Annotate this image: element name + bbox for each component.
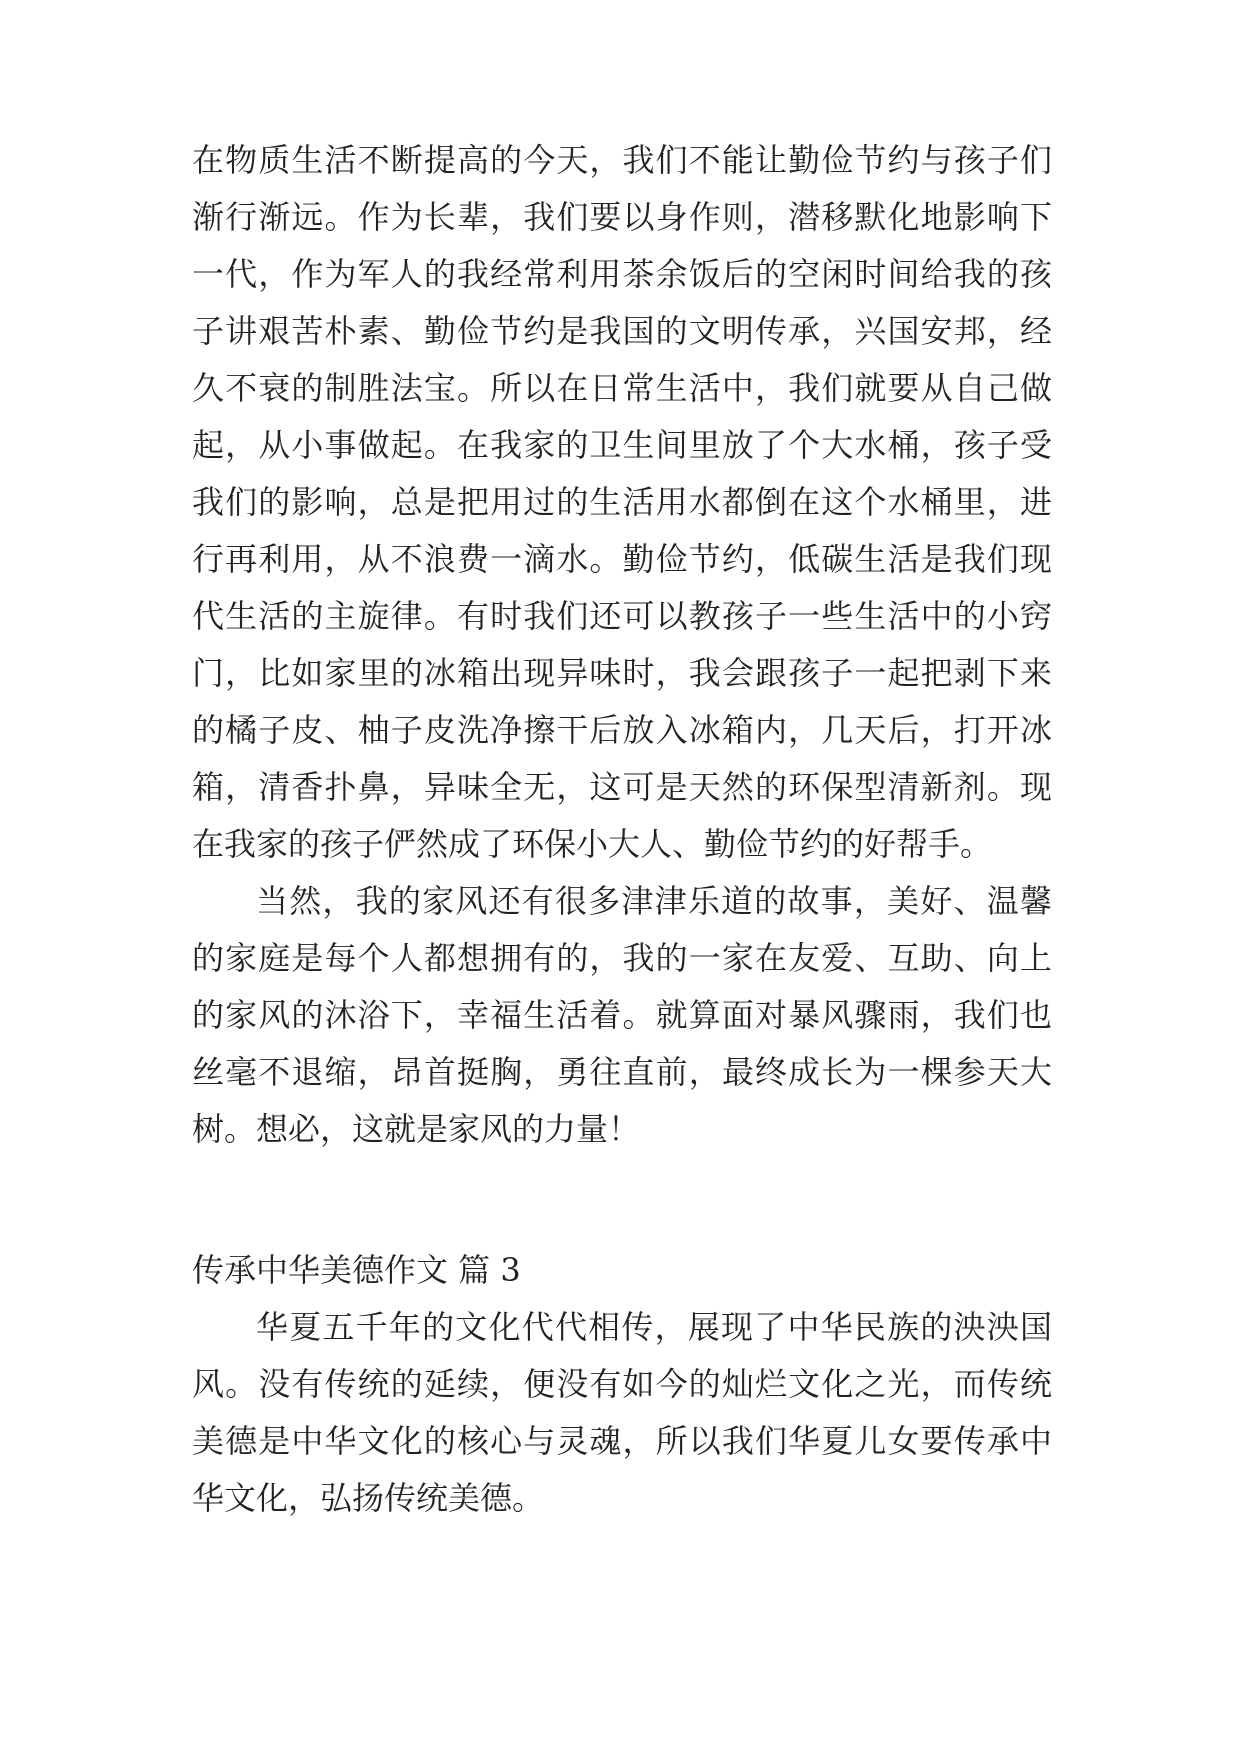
paragraph-1-line: 子讲艰苦朴素、勤俭节约是我国的文明传承，兴国安邦，经 — [192, 312, 1052, 350]
paragraph-3-line: 风。没有传统的延续，便没有如今的灿烂文化之光，而传统 — [192, 1365, 1052, 1403]
paragraph-1-line: 久不衰的制胜法宝。所以在日常生活中，我们就要从自己做 — [192, 369, 1052, 407]
paragraph-1-line: 门，比如家里的冰箱出现异味时，我会跟孩子一起把剥下来 — [192, 654, 1052, 692]
paragraph-1-line: 行再利用，从不浪费一滴水。勤俭节约，低碳生活是我们现 — [192, 540, 1052, 578]
paragraph-2-line: 当然，我的家风还有很多津津乐道的故事，美好、温馨 — [256, 882, 1052, 920]
paragraph-2-line: 的家庭是每个人都想拥有的，我的一家在友爱、互助、向上 — [192, 939, 1052, 977]
paragraph-2-line: 树。想必，这就是家风的力量！ — [192, 1110, 641, 1148]
paragraph-2-line: 丝毫不退缩，昂首挺胸，勇往直前，最终成长为一棵参天大 — [192, 1053, 1052, 1091]
paragraph-1-line: 代生活的主旋律。有时我们还可以教孩子一些生活中的小窍 — [192, 597, 1052, 635]
paragraph-1-line: 箱，清香扑鼻，异味全无，这可是天然的环保型清新剂。现 — [192, 768, 1052, 806]
paragraph-1-line: 在物质生活不断提高的今天，我们不能让勤俭节约与孩子们 — [192, 141, 1052, 179]
paragraph-3-line: 华夏五千年的文化代代相传，展现了中华民族的泱泱国 — [256, 1308, 1052, 1346]
paragraph-1-line: 起，从小事做起。在我家的卫生间里放了个大水桶，孩子受 — [192, 426, 1052, 464]
paragraph-1-line: 一代，作为军人的我经常利用茶余饭后的空闲时间给我的孩 — [192, 255, 1052, 293]
paragraph-1-line: 在我家的孩子俨然成了环保小大人、勤俭节约的好帮手。 — [192, 825, 993, 863]
paragraph-1-line: 我们的影响，总是把用过的生活用水都倒在这个水桶里，进 — [192, 483, 1052, 521]
paragraph-3-line: 美德是中华文化的核心与灵魂，所以我们华夏儿女要传承中 — [192, 1422, 1052, 1460]
paragraph-3-line: 华文化，弘扬传统美德。 — [192, 1479, 545, 1517]
section-heading: 传承中华美德作文 篇 3 — [192, 1251, 521, 1289]
paragraph-1-line: 的橘子皮、柚子皮洗净擦干后放入冰箱内，几天后，打开冰 — [192, 711, 1052, 749]
paragraph-1-line: 渐行渐远。作为长辈，我们要以身作则，潜移默化地影响下 — [192, 198, 1052, 236]
paragraph-2-line: 的家风的沐浴下，幸福生活着。就算面对暴风骤雨，我们也 — [192, 996, 1052, 1034]
